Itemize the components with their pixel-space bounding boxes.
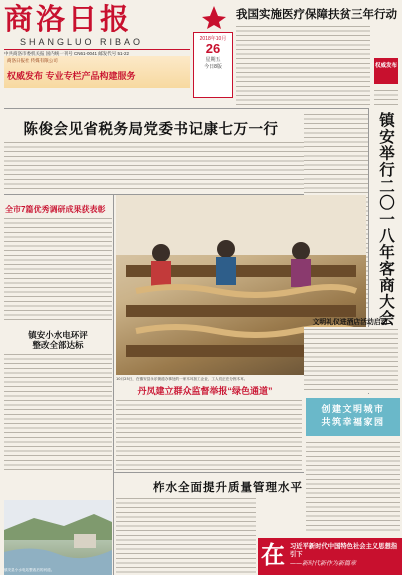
- left-headline: 全市7篇优秀调研成果获表彰: [5, 205, 106, 214]
- main-headline: 陈俊会见省税务局党委书记康七万一行: [23, 122, 279, 138]
- ad-line1: 商洛日报社 传媒有限公司: [7, 58, 58, 63]
- date-year-month: 2018年10月: [199, 36, 227, 42]
- left2-headline-line2: 整改全部达标: [32, 340, 84, 350]
- masthead-meta: 中共商洛市委机关报 国内统一刊号 CN61-0041 邮发代号 51-22: [4, 49, 190, 57]
- masthead-pinyin: SHANGLUO RIBAO: [20, 37, 144, 47]
- promo-line1: 创建文明城市: [321, 404, 385, 414]
- divider: [4, 108, 368, 109]
- left-photo: [4, 500, 112, 575]
- banner-line1: 习近平新时代中国特色社会主义思想指引下: [290, 543, 398, 558]
- date-pages: 今日8版: [204, 64, 222, 70]
- left2-headline-line1: 镇安小水电环评: [28, 330, 88, 340]
- masthead-title: 商洛日报: [4, 2, 133, 36]
- newspaper-logo-icon: [200, 4, 228, 30]
- left2-article-body: [4, 352, 112, 472]
- promo-box: [306, 398, 400, 436]
- masthead-ad: [4, 56, 190, 88]
- river-photo-icon: [4, 500, 112, 575]
- date-box: [193, 32, 233, 98]
- bottom-article-body: [116, 496, 256, 574]
- bottom-banner: [258, 538, 402, 575]
- mid-headline: 丹凤建立群众监督举报“绿色通道”: [137, 386, 273, 396]
- left-article-body: [4, 216, 112, 324]
- left2-headline: [8, 330, 108, 350]
- top-article-body: [236, 24, 370, 108]
- ad-line2: 权威发布 专业专栏产品构建服务: [7, 71, 136, 81]
- right-small-body: [304, 327, 398, 393]
- top-right-body: [374, 88, 398, 108]
- top-headline: 我国实施医疗保障扶贫三年行动: [236, 9, 397, 21]
- right-small-headline: 文明礼仪进酒店活动启动: [312, 319, 388, 326]
- photo-main-caption: 10月25日，在镇安县永乐街道办事处的一家木耳加工企业，工人们正在分拣木耳。: [116, 377, 248, 381]
- mid-article-body: [116, 398, 302, 470]
- promo-line2: 共筑幸福家园: [321, 417, 385, 427]
- banner-line2: ——新时代新作为新篇章: [290, 560, 357, 567]
- banner-char: 在: [261, 540, 285, 569]
- date-day: 26: [205, 41, 221, 56]
- bottom-headline: 柞水全面提升质量管理水平: [153, 482, 303, 494]
- date-weekday: 星期五: [205, 57, 221, 63]
- right-vertical-headline: 镇安举行二〇一八年客商大会: [377, 112, 394, 327]
- divider: [114, 472, 304, 473]
- authority-tag: 权威发布: [374, 58, 398, 84]
- photo-left-caption: 镇安县小水电站整改后的河道。: [4, 568, 55, 572]
